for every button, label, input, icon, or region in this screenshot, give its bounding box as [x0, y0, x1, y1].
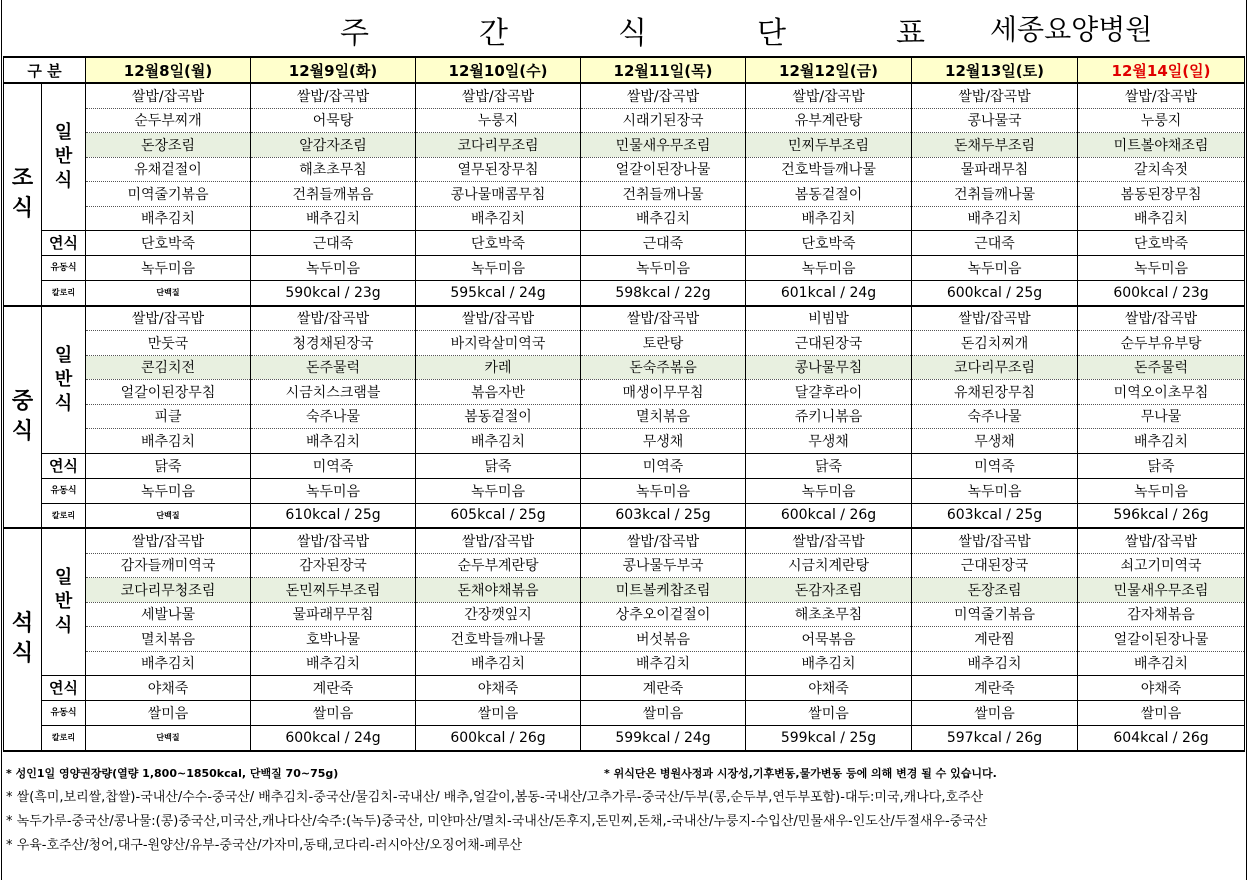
dish-cell: 멸치볶음 — [581, 404, 746, 429]
dish-cell: 미역줄기볶음 — [86, 182, 251, 207]
dish-cell: 얼갈이된장나물 — [581, 157, 746, 182]
dish-cell: 돈채야채볶음 — [416, 578, 581, 603]
dish-cell: 유부계란탕 — [746, 108, 912, 133]
day-header: 12월13일(토) — [912, 57, 1078, 83]
dish-cell: 콩나물매콤무침 — [416, 182, 581, 207]
dish-cell: 숙주나물 — [251, 404, 416, 429]
calorie-cell: 600kcal / 26g — [746, 503, 912, 528]
dish-cell: 계란죽 — [581, 676, 746, 701]
calorie-row — [4, 503, 1245, 528]
title-char: 표 — [895, 16, 925, 51]
dish-cell: 쌀밥/잡곡밥 — [416, 306, 581, 331]
table-row — [4, 133, 1245, 158]
calorie-cell: 601kcal / 24g — [746, 281, 912, 306]
dish-cell: 물파래무무침 — [251, 602, 416, 627]
calorie-cell: 598kcal / 22g — [581, 281, 746, 306]
dish-cell: 콩나물국 — [912, 108, 1078, 133]
soft-diet-row — [4, 676, 1245, 701]
dish-cell: 쌀미음 — [416, 701, 581, 726]
dish-cell: 순두부유부탕 — [1078, 331, 1245, 356]
dish-cell: 버섯볶음 — [581, 627, 746, 652]
dish-cell: 근대죽 — [251, 231, 416, 256]
dish-cell: 배추김치 — [251, 429, 416, 454]
dish-cell: 쌀미음 — [912, 701, 1078, 726]
calorie-cell: 600kcal / 23g — [1078, 281, 1245, 306]
dish-cell: 감자들깨미역국 — [86, 553, 251, 578]
dish-cell: 배추김치 — [1078, 429, 1245, 454]
calorie-row — [4, 281, 1245, 306]
dish-cell: 녹두미음 — [1078, 478, 1245, 503]
dish-cell: 무생채 — [581, 429, 746, 454]
dish-cell: 녹두미음 — [416, 256, 581, 281]
dish-cell: 상추오이겉절이 — [581, 602, 746, 627]
dish-cell: 단호박죽 — [416, 231, 581, 256]
dish-cell: 건취들깨볶음 — [251, 182, 416, 207]
dish-cell: 야채죽 — [416, 676, 581, 701]
calorie-cell: 599kcal / 24g — [581, 726, 746, 751]
calorie-label: 칼로리 — [42, 503, 86, 528]
dish-cell: 봄동겉절이 — [416, 404, 581, 429]
dish-cell: 얼갈이된장무침 — [86, 380, 251, 405]
dish-cell: 쌀밥/잡곡밥 — [251, 83, 416, 108]
dish-cell: 달걀후라이 — [746, 380, 912, 405]
dish-cell: 닭죽 — [416, 453, 581, 478]
dish-cell: 유채겉절이 — [86, 157, 251, 182]
dish-cell: 어묵볶음 — [746, 627, 912, 652]
dish-cell: 카레 — [416, 355, 581, 380]
change-note: * 위식단은 병원사정과 시장성,기후변동,물가변동 등에 의해 변경 될 수 있습니다. — [604, 767, 997, 780]
dish-cell: 쌀미음 — [251, 701, 416, 726]
dish-cell: 쌀밥/잡곡밥 — [1078, 83, 1245, 108]
dish-cell: 배추김치 — [86, 651, 251, 676]
dish-cell: 돈주물럭 — [1078, 355, 1245, 380]
protein-label: 단백질 — [86, 503, 251, 528]
table-row — [4, 380, 1245, 405]
day-header: 12월11일(목) — [581, 57, 746, 83]
dish-cell: 갈치속젓 — [1078, 157, 1245, 182]
dish-cell: 미역죽 — [251, 453, 416, 478]
dish-cell: 배추김치 — [912, 651, 1078, 676]
dish-cell: 녹두미음 — [912, 256, 1078, 281]
calorie-cell: 600kcal / 26g — [416, 726, 581, 751]
table-row — [4, 182, 1245, 207]
dish-cell: 닭죽 — [1078, 453, 1245, 478]
dish-cell: 호박나물 — [251, 627, 416, 652]
general-diet-label: 일 반 식 — [42, 528, 86, 676]
day-header: 12월9일(화) — [251, 57, 416, 83]
dish-cell: 근대죽 — [581, 231, 746, 256]
dish-cell: 코다리무청조림 — [86, 578, 251, 603]
header-row — [4, 57, 1245, 83]
dish-cell: 배추김치 — [1078, 651, 1245, 676]
calorie-cell: 604kcal / 26g — [1078, 726, 1245, 751]
calorie-cell: 603kcal / 25g — [581, 503, 746, 528]
dish-cell: 무생채 — [746, 429, 912, 454]
dish-cell: 근대된장국 — [912, 553, 1078, 578]
dish-cell: 피클 — [86, 404, 251, 429]
day-header: 12월10일(수) — [416, 57, 581, 83]
dish-cell: 계란죽 — [912, 676, 1078, 701]
nutrition-note: * 성인1일 영양권장량(열량 1,800~1850kcal, 단백질 70~75g) — [6, 767, 339, 780]
dish-cell: 배추김치 — [86, 429, 251, 454]
dish-cell: 무나물 — [1078, 404, 1245, 429]
dish-cell: 쌀밥/잡곡밥 — [581, 83, 746, 108]
dish-cell: 민물새우무조림 — [1078, 578, 1245, 603]
dish-cell: 녹두미음 — [912, 478, 1078, 503]
dish-cell: 알감자조림 — [251, 133, 416, 158]
title-char: 주 — [340, 16, 369, 51]
dish-cell: 코다리무조림 — [912, 355, 1078, 380]
dish-cell: 야채죽 — [746, 676, 912, 701]
dish-cell: 녹두미음 — [251, 256, 416, 281]
soft-diet-label: 연식 — [42, 231, 86, 256]
table-row — [4, 108, 1245, 133]
dish-cell: 토란탕 — [581, 331, 746, 356]
dish-cell: 배추김치 — [746, 651, 912, 676]
dish-cell: 건호박들깨나물 — [746, 157, 912, 182]
dish-cell: 쌀밥/잡곡밥 — [912, 306, 1078, 331]
dish-cell: 순두부찌개 — [86, 108, 251, 133]
dish-cell: 누룽지 — [416, 108, 581, 133]
dish-cell: 멸치볶음 — [86, 627, 251, 652]
dish-cell: 배추김치 — [416, 651, 581, 676]
dish-cell: 쌀밥/잡곡밥 — [912, 83, 1078, 108]
dish-cell: 건취들깨나물 — [581, 182, 746, 207]
dish-cell: 미역죽 — [581, 453, 746, 478]
day-header: 12월14일(일) — [1078, 57, 1245, 83]
dish-cell: 녹두미음 — [746, 256, 912, 281]
calorie-cell: 590kcal / 23g — [251, 281, 416, 306]
dish-cell: 쌀밥/잡곡밥 — [1078, 306, 1245, 331]
dish-cell: 해초초무침 — [746, 602, 912, 627]
dish-cell: 돈민찌두부조림 — [251, 578, 416, 603]
liquid-diet-row — [4, 256, 1245, 281]
dish-cell: 단호박죽 — [86, 231, 251, 256]
dish-cell: 누룽지 — [1078, 108, 1245, 133]
dish-cell: 쌀밥/잡곡밥 — [86, 528, 251, 553]
dish-cell: 녹두미음 — [746, 478, 912, 503]
dish-cell: 돈숙주볶음 — [581, 355, 746, 380]
page-title — [340, 8, 1035, 52]
calorie-row — [4, 726, 1245, 751]
calorie-cell: 595kcal / 24g — [416, 281, 581, 306]
title-char: 간 — [478, 16, 508, 51]
dish-cell: 민물새우무조림 — [581, 133, 746, 158]
table-row — [4, 83, 1245, 108]
dish-cell: 쌀밥/잡곡밥 — [746, 528, 912, 553]
calorie-cell: 610kcal / 25g — [251, 503, 416, 528]
meal-label: 석 식 — [4, 528, 42, 751]
dish-cell: 닭죽 — [746, 453, 912, 478]
dish-cell: 녹두미음 — [1078, 256, 1245, 281]
calorie-cell: 600kcal / 25g — [912, 281, 1078, 306]
dish-cell: 만둣국 — [86, 331, 251, 356]
dish-cell: 쌀미음 — [581, 701, 746, 726]
meal-label: 중 식 — [4, 306, 42, 529]
dish-cell: 숙주나물 — [912, 404, 1078, 429]
liquid-diet-label: 유동식 — [42, 478, 86, 503]
dish-cell: 쇠고기미역국 — [1078, 553, 1245, 578]
soft-diet-row — [4, 453, 1245, 478]
dish-cell: 시금치계란탕 — [746, 553, 912, 578]
protein-label: 단백질 — [86, 281, 251, 306]
dish-cell: 건취들깨나물 — [912, 182, 1078, 207]
dish-cell: 배추김치 — [416, 206, 581, 231]
dish-cell: 쌀밥/잡곡밥 — [416, 528, 581, 553]
dish-cell: 쌀밥/잡곡밥 — [746, 83, 912, 108]
dish-cell: 무생채 — [912, 429, 1078, 454]
dish-cell: 녹두미음 — [86, 256, 251, 281]
dish-cell: 배추김치 — [251, 206, 416, 231]
dish-cell: 미트볼케찹조림 — [581, 578, 746, 603]
dish-cell: 배추김치 — [86, 206, 251, 231]
dish-cell: 콩나물두부국 — [581, 553, 746, 578]
dish-cell: 미역오이초무침 — [1078, 380, 1245, 405]
dish-cell: 쌀밥/잡곡밥 — [1078, 528, 1245, 553]
table-row — [4, 553, 1245, 578]
dish-cell: 돈감자조림 — [746, 578, 912, 603]
dish-cell: 콩나물무침 — [746, 355, 912, 380]
dish-cell: 쥬키니볶음 — [746, 404, 912, 429]
dish-cell: 볶음자반 — [416, 380, 581, 405]
dish-cell: 배추김치 — [416, 429, 581, 454]
calorie-cell: 603kcal / 25g — [912, 503, 1078, 528]
dish-cell: 쌀미음 — [1078, 701, 1245, 726]
dish-cell: 돈채두부조림 — [912, 133, 1078, 158]
dish-cell: 닭죽 — [86, 453, 251, 478]
calorie-label: 칼로리 — [42, 726, 86, 751]
dish-cell: 돈장조림 — [912, 578, 1078, 603]
dish-cell: 순두부계란탕 — [416, 553, 581, 578]
dish-cell: 돈김치찌개 — [912, 331, 1078, 356]
protein-label: 단백질 — [86, 726, 251, 751]
table-row — [4, 355, 1245, 380]
meal-label: 조 식 — [4, 83, 42, 306]
calorie-cell: 605kcal / 25g — [416, 503, 581, 528]
dish-cell: 쌀밥/잡곡밥 — [251, 528, 416, 553]
liquid-diet-label: 유동식 — [42, 256, 86, 281]
title-char: 식 — [617, 16, 647, 51]
soft-diet-label: 연식 — [42, 453, 86, 478]
hospital-name: 세종요양병원 — [990, 13, 1153, 46]
table-row — [4, 578, 1245, 603]
dish-cell: 단호박죽 — [746, 231, 912, 256]
origin-line: * 쌀(흑미,보리쌀,찹쌀)-국내산/수수-중국산/ 배추김치-중국산/물김치-국내산/ 배추,얼갈이,봄동-국내산/고추가루-중국산/두부(콩,순두부,연두부포함)-대두:미국,캐나다,호주산 — [6, 790, 984, 805]
title-char: 단 — [756, 16, 786, 51]
dish-cell: 간장깻잎지 — [416, 602, 581, 627]
liquid-diet-row — [4, 478, 1245, 503]
dish-cell: 봄동겉절이 — [746, 182, 912, 207]
dish-cell: 쌀밥/잡곡밥 — [251, 306, 416, 331]
table-row — [4, 651, 1245, 676]
dish-cell: 얼갈이된장나물 — [1078, 627, 1245, 652]
calorie-cell: 600kcal / 24g — [251, 726, 416, 751]
general-diet-label: 일 반 식 — [42, 83, 86, 231]
dish-cell: 어묵탕 — [251, 108, 416, 133]
dish-cell: 녹두미음 — [416, 478, 581, 503]
dish-cell: 열무된장무침 — [416, 157, 581, 182]
dish-cell: 돈장조림 — [86, 133, 251, 158]
calorie-cell: 599kcal / 25g — [746, 726, 912, 751]
dish-cell: 비빔밥 — [746, 306, 912, 331]
dish-cell: 시래기된장국 — [581, 108, 746, 133]
table-row — [4, 157, 1245, 182]
table-row — [4, 331, 1245, 356]
day-header: 12월8일(월) — [86, 57, 251, 83]
dish-cell: 매생이무무침 — [581, 380, 746, 405]
dish-cell: 쌀밥/잡곡밥 — [912, 528, 1078, 553]
group-header: 구 분 — [4, 57, 86, 83]
dish-cell: 근대된장국 — [746, 331, 912, 356]
dish-cell: 계란죽 — [251, 676, 416, 701]
soft-diet-label: 연식 — [42, 676, 86, 701]
dish-cell: 녹두미음 — [581, 256, 746, 281]
dish-cell: 감자된장국 — [251, 553, 416, 578]
dish-cell: 녹두미음 — [251, 478, 416, 503]
weekly-menu-table — [3, 56, 1245, 752]
dish-cell: 야채죽 — [86, 676, 251, 701]
calorie-cell: 597kcal / 26g — [912, 726, 1078, 751]
table-row — [4, 306, 1245, 331]
general-diet-label: 일 반 식 — [42, 306, 86, 454]
dish-cell: 바지락살미역국 — [416, 331, 581, 356]
dish-cell: 쌀미음 — [746, 701, 912, 726]
dish-cell: 쌀밥/잡곡밥 — [581, 528, 746, 553]
dish-cell: 물파래무침 — [912, 157, 1078, 182]
dish-cell: 배추김치 — [746, 206, 912, 231]
calorie-label: 칼로리 — [42, 281, 86, 306]
table-row — [4, 528, 1245, 553]
dish-cell: 야채죽 — [1078, 676, 1245, 701]
liquid-diet-row — [4, 701, 1245, 726]
table-row — [4, 429, 1245, 454]
dish-cell: 배추김치 — [251, 651, 416, 676]
dish-cell: 민찌두부조림 — [746, 133, 912, 158]
notes — [6, 762, 1244, 858]
dish-cell: 녹두미음 — [581, 478, 746, 503]
table-row — [4, 627, 1245, 652]
dish-cell: 계란찜 — [912, 627, 1078, 652]
dish-cell: 쌀미음 — [86, 701, 251, 726]
table-row — [4, 602, 1245, 627]
dish-cell: 콘김치전 — [86, 355, 251, 380]
dish-cell: 청경채된장국 — [251, 331, 416, 356]
dish-cell: 해초초무침 — [251, 157, 416, 182]
dish-cell: 쌀밥/잡곡밥 — [86, 83, 251, 108]
dish-cell: 미역줄기볶음 — [912, 602, 1078, 627]
dish-cell: 유채된장무침 — [912, 380, 1078, 405]
dish-cell: 미트볼야채조림 — [1078, 133, 1245, 158]
liquid-diet-label: 유동식 — [42, 701, 86, 726]
dish-cell: 단호박죽 — [1078, 231, 1245, 256]
dish-cell: 배추김치 — [1078, 206, 1245, 231]
table-row — [4, 206, 1245, 231]
dish-cell: 녹두미음 — [86, 478, 251, 503]
dish-cell: 쌀밥/잡곡밥 — [416, 83, 581, 108]
calorie-cell: 596kcal / 26g — [1078, 503, 1245, 528]
origin-line: * 녹두가루-중국산/콩나물:(콩)중국산,미국산,캐나다산/숙주:(녹두)중국산, 미얀마산/멸치-국내산/돈후지,돈민찌,돈채,-국내산/누룽지-수입산/민물새우-인도산/두절새우-중국산 — [6, 814, 988, 829]
dish-cell: 근대죽 — [912, 231, 1078, 256]
dish-cell: 코다리무조림 — [416, 133, 581, 158]
dish-cell: 감자채볶음 — [1078, 602, 1245, 627]
dish-cell: 쌀밥/잡곡밥 — [86, 306, 251, 331]
dish-cell: 배추김치 — [581, 206, 746, 231]
dish-cell: 쌀밥/잡곡밥 — [581, 306, 746, 331]
dish-cell: 시금치스크램블 — [251, 380, 416, 405]
dish-cell: 배추김치 — [912, 206, 1078, 231]
dish-cell: 미역죽 — [912, 453, 1078, 478]
dish-cell: 봄동된장무침 — [1078, 182, 1245, 207]
dish-cell: 세발나물 — [86, 602, 251, 627]
day-header: 12월12일(금) — [746, 57, 912, 83]
dish-cell: 돈주물럭 — [251, 355, 416, 380]
table-row — [4, 404, 1245, 429]
soft-diet-row — [4, 231, 1245, 256]
dish-cell: 배추김치 — [581, 651, 746, 676]
origin-line: * 우육-호주산/청어,대구-원양산/유부-중국산/가자미,동태,코다리-러시아산/오징어채-페루산 — [6, 838, 523, 853]
dish-cell: 건호박들깨나물 — [416, 627, 581, 652]
